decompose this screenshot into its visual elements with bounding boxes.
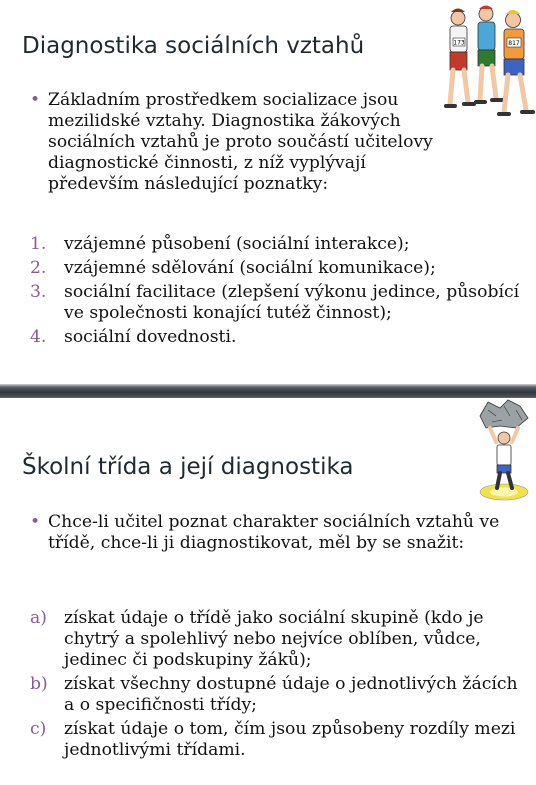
list-item bbox=[30, 719, 520, 761]
runner-bib-right: 817 bbox=[508, 40, 520, 47]
slide-2-title: Školní třída a její diagnostika bbox=[22, 454, 354, 480]
slide-2-bullet-text: Chce-li učitel poznat charakter sociálních vztahů ve třídě, chce-li ji diagnostikovat, měl by se snažit: bbox=[48, 512, 500, 553]
list-item bbox=[30, 327, 520, 348]
list-marker: b) bbox=[30, 674, 48, 694]
list-item-text: získat všechny dostupné údaje o jednotlivých žácích a o specifičnosti třídy; bbox=[64, 674, 518, 715]
bullet-icon: • bbox=[30, 90, 41, 110]
list-item bbox=[30, 282, 520, 324]
list-item-text: sociální dovednosti. bbox=[64, 327, 237, 347]
weightlifter-icon bbox=[470, 398, 536, 503]
list-item-text: vzájemné působení (sociální interakce); bbox=[64, 234, 410, 254]
slide-1-bullet bbox=[30, 90, 448, 195]
list-item bbox=[30, 608, 520, 671]
list-item-text: sociální facilitace (zlepšení výkonu jedince, působící ve společnosti konající tutéž činnost); bbox=[64, 282, 520, 323]
list-marker: 4. bbox=[30, 327, 47, 347]
bullet-icon: • bbox=[30, 512, 41, 532]
slide-2-bullet bbox=[30, 512, 528, 554]
slide-1-bullet-text: Základním prostředkem socializace jsou mezilidské vztahy. Diagnostika žákových sociálních vztahů je proto součástí učitelovy diagnostické činnosti, z níž vyplývají především následující poznatky: bbox=[48, 90, 433, 194]
list-item-text: vzájemné sdělování (sociální komunikace); bbox=[64, 258, 436, 278]
runners-icon bbox=[436, 0, 536, 130]
list-item-text: získat údaje o třídě jako sociální skupině (kdo je chytrý a spolehlivý nebo nejvíce oblíben, vůdce, jedinec či podskupiny žáků); bbox=[64, 608, 484, 670]
list-marker: 3. bbox=[30, 282, 47, 302]
list-marker: a) bbox=[30, 608, 47, 628]
list-marker: 2. bbox=[30, 258, 47, 278]
slide-2-list bbox=[30, 608, 520, 761]
list-item bbox=[30, 674, 520, 716]
slide-1-list bbox=[30, 234, 520, 348]
slide-1 bbox=[0, 0, 536, 386]
runner-bib-left: 173 bbox=[453, 39, 465, 47]
list-item bbox=[30, 258, 520, 279]
slide-2 bbox=[0, 398, 536, 785]
slide-1-title: Diagnostika sociálních vztahů bbox=[22, 33, 365, 59]
list-item bbox=[30, 234, 520, 255]
list-marker: c) bbox=[30, 719, 47, 739]
list-item-text: získat údaje o tom, čím jsou způsobeny rozdíly mezi jednotlivými třídami. bbox=[64, 719, 516, 760]
list-marker: 1. bbox=[30, 234, 47, 254]
